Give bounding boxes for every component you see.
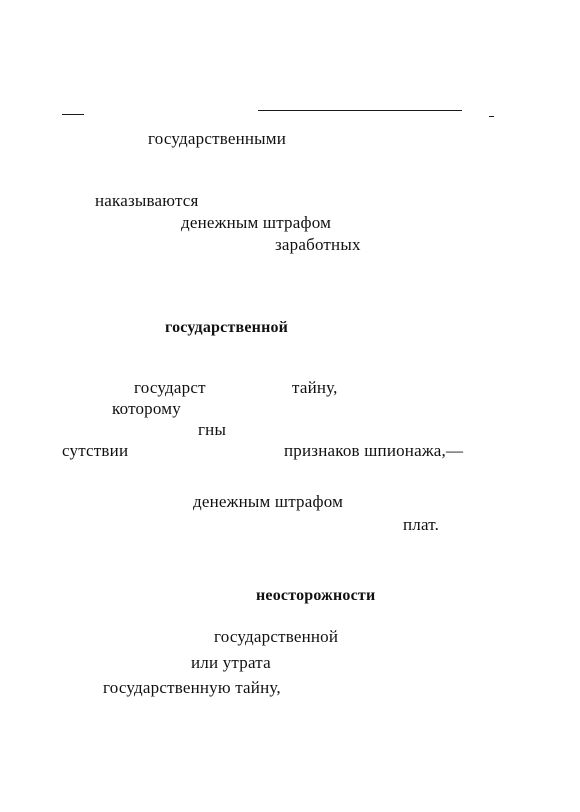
text-fragment-6: тайну, xyxy=(292,378,338,397)
section-heading-2: неосторожности xyxy=(256,587,376,604)
top-left-rule xyxy=(62,114,84,115)
text-fragment-7: которому xyxy=(112,399,181,418)
text-fragment-12: плат. xyxy=(403,515,440,534)
text-fragment-5: государст xyxy=(134,378,206,397)
text-fragment-1: государственными xyxy=(148,129,287,148)
text-fragment-8: гны xyxy=(198,420,227,439)
text-fragment-4: заработных xyxy=(275,235,361,254)
text-fragment-9: сутствии xyxy=(62,441,129,460)
top-center-rule xyxy=(258,110,462,111)
text-fragment-11: денежным штрафом xyxy=(193,492,344,511)
text-fragment-15: государственную тайну, xyxy=(103,678,281,697)
section-heading-1: государственной xyxy=(165,319,289,336)
text-fragment-3: денежным штрафом xyxy=(181,213,332,232)
text-fragment-13: государственной xyxy=(214,627,339,646)
top-right-rule xyxy=(489,116,494,117)
text-fragment-2: наказываются xyxy=(95,191,199,210)
text-fragment-14: или утрата xyxy=(191,653,271,672)
text-fragment-10: признаков шпионажа,— xyxy=(284,441,464,460)
